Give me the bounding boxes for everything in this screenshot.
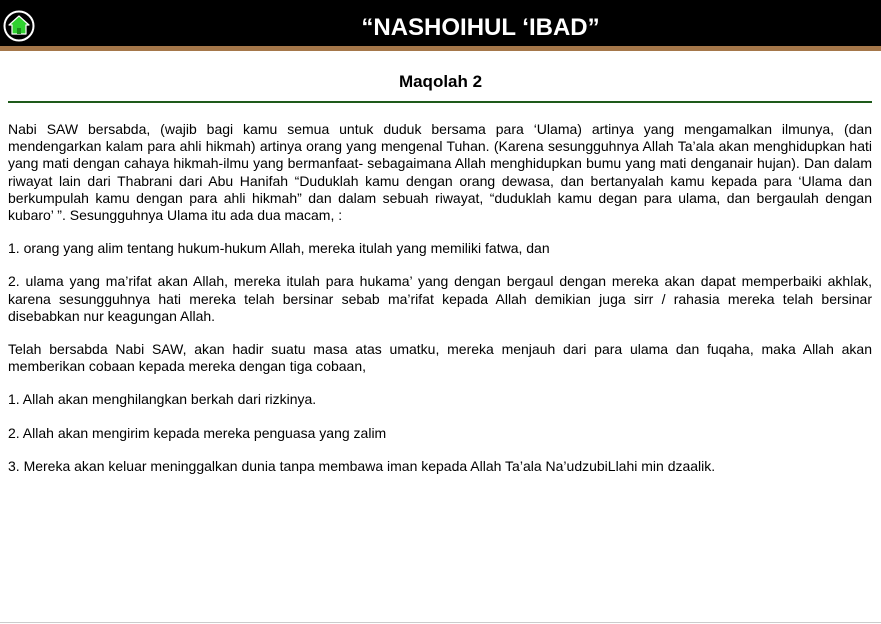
top-bar [0, 0, 881, 51]
article-content [8, 121, 872, 491]
paragraph-trial-2: 2. Allah akan mengirim kepada mereka penguasa yang zalim [8, 424, 387, 441]
paragraph-ulama-type-2: 2. ulama yang ma’rifat akan Allah, mereka itulah para hukama’ yang dengan bergaul dengan mereka akan dapat memperbaiki akhlak, karena sesungguhnya hati mereka telah bersinar sebab ma’rifat kepada Allah demikian juga sirr / rahasia mereka telah bersinar disebabkan nur keagungan Allah. [8, 273, 872, 324]
section-title: Maqolah 2 [398, 72, 483, 91]
paragraph-intro: Nabi SAW bersabda, (wajib bagi kamu semua untuk duduk bersama para ‘Ulama) artinya yang mengamalkan ilmunya, (dan mendengarkan kalam para ahli hikmah) artinya orang yang mengenal Tuhan. (Karena sesungguhnya Allah Ta’ala akan menghidupkan hati yang mati dengan cahaya hikmah-ilmu yang bermanfaat- sebagaimana Allah menghidupkan bumu yang mati denganair hujan). Dan dalam riwayat lain dari Thabrani dari Abu Hanifah “Duduklah kamu dengan orang dewasa, dan bertanyalah kamu kepada para ‘Ulama dan berkumpulah kamu dengan para ahli hikmah” dan dalam sebuah riwayat, “duduklah kamu degan para ulama, dan bergaulah dengan kubaro’ ”. Sesungguhnya Ulama itu ada dua macam, : [8, 121, 872, 224]
paragraph-trial-1: 1. Allah akan menghilangkan berkah dari rizkinya. [8, 391, 317, 408]
paragraph-trial-3: 3. Mereka akan keluar meninggalkan dunia tanpa membawa iman kepada Allah Ta’ala Na’udzubiLlahi min dzaalik. [8, 457, 716, 474]
app-title: “NASHOIHUL ‘IBAD” [361, 14, 600, 41]
paragraph-ulama-type-1: 1. orang yang alim tentang hukum-hukum Allah, mereka itulah yang memiliki fatwa, dan [8, 240, 550, 257]
paragraph-hadith: Telah bersabda Nabi SAW, akan hadir suatu masa atas umatku, mereka menjauh dari para ulama dan fuqaha, maka Allah akan memberikan cobaan kepada mereka dengan tiga cobaan, [8, 341, 872, 375]
title-divider [8, 101, 872, 103]
bottom-border [0, 622, 881, 623]
